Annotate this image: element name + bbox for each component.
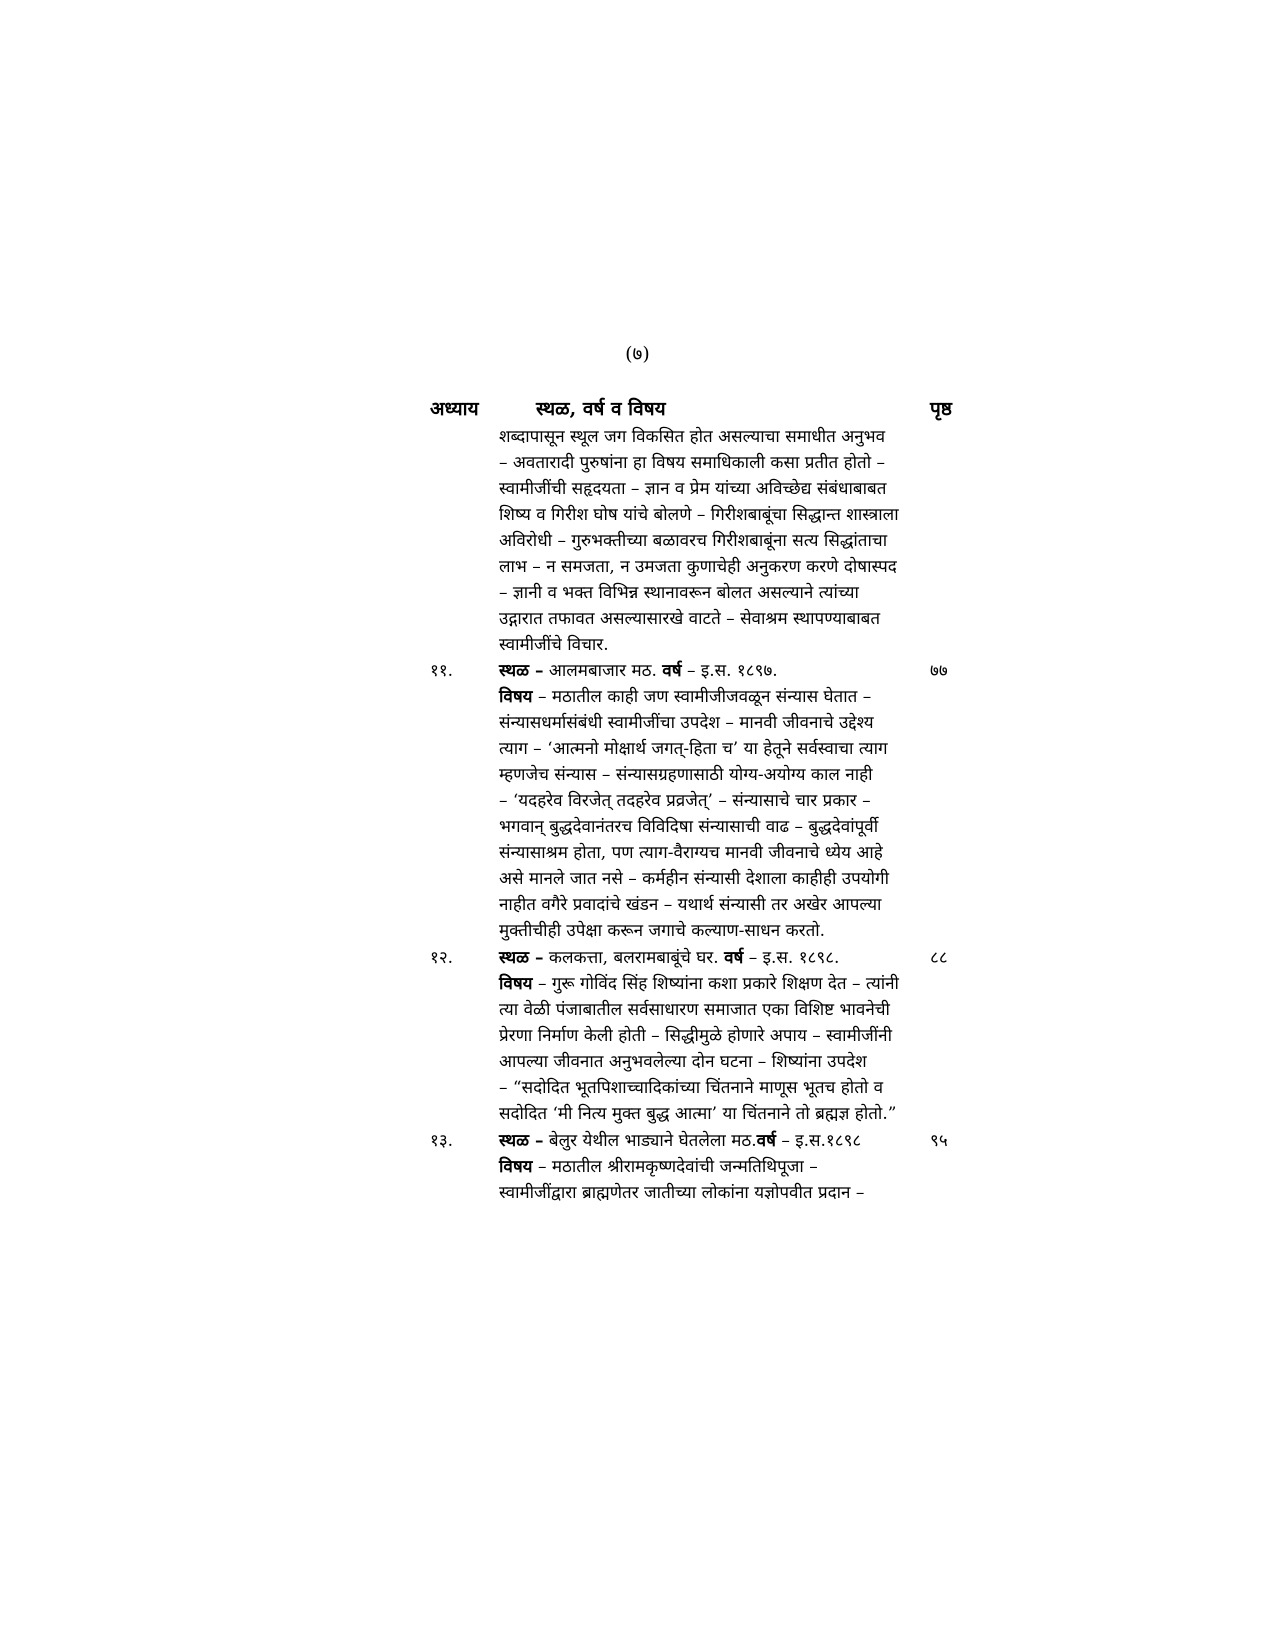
header-page: पृष्ठ (930, 398, 952, 420)
entry-page-number: ९५ (930, 1131, 948, 1151)
entry-subject-line (499, 971, 907, 997)
continued-line: उद्गारात तफावत असल्यासारखे वाटते – सेवाश्रम स्थापण्याबाबत (499, 609, 881, 629)
continued-line: – अवतारादी पुरुषांना हा विषय समाधिकाली कसा प्रतीत होतो – (499, 453, 886, 473)
year-label: वर्ष (724, 948, 744, 968)
place-text: आलमबाजार मठ. (543, 661, 663, 681)
subject-text: – मठातील श्रीरामकृष्णदेवांची जन्मतिथिपूजा – (532, 1157, 818, 1177)
subject-line: – ‘यदहरेव विरजेत् तदहरेव प्रव्रजेत्’ – संन्यासाचे चार प्रकार – (499, 791, 871, 811)
header-chapter: अध्याय (430, 398, 479, 420)
subject-line: मुक्तीचीही उपेक्षा करून जगाचे कल्याण-साधन करतो. (499, 921, 826, 941)
year-label: वर्ष (756, 1131, 776, 1151)
continued-line: स्वामीजींची सहृदयता – ज्ञान व प्रेम यांच्या अविच्छेद्य संबंधाबाबत (499, 479, 887, 499)
place-label: स्थळ – (499, 661, 544, 681)
toc-entry (499, 1128, 907, 1206)
subject-line: नाहीत वगैरे प्रवादांचे खंडन – यथार्थ संन्यासी तर अखेर आपल्या (499, 895, 882, 915)
entry-page-number: ७७ (930, 661, 948, 681)
year-label: वर्ष (662, 661, 682, 681)
subject-line: – “सदोदित भूतपिशाच्चादिकांच्या चिंतनाने माणूस भूतच होतो व (499, 1078, 884, 1098)
subject-line: भगवान् बुद्धदेवानंतरच विविदिषा संन्यासाची वाढ – बुद्धदेवांपूर्वी (499, 817, 879, 837)
entry-chapter-number: १२. (430, 948, 454, 968)
entry-subject-line (499, 1154, 907, 1180)
entry-place-year-line (499, 945, 907, 971)
header-subject: स्थळ, वर्ष व विषय (536, 398, 666, 420)
place-label: स्थळ – (499, 1131, 544, 1151)
place-text: बेलुर येथील भाड्याने घेतलेला मठ. (543, 1131, 757, 1151)
continued-block (499, 424, 907, 658)
entry-subject-line (499, 684, 907, 710)
page-number: (७) (625, 343, 650, 365)
year-text: – इ.स.१८९८ (775, 1131, 862, 1151)
continued-line: – ज्ञानी व भक्त विभिन्न स्थानावरून बोलत असल्याने त्यांच्या (499, 583, 859, 603)
subject-label: विषय (499, 1157, 533, 1177)
place-label: स्थळ – (499, 948, 544, 968)
continued-line: शिष्य व गिरीश घोष यांचे बोलणे – गिरीशबाबूंचा सिद्धान्त शास्त्राला (499, 505, 899, 525)
subject-label: विषय (499, 687, 533, 707)
year-text: – इ.स. १८९८. (743, 948, 840, 968)
subject-line: त्याग – ‘आत्मनो मोक्षार्थ जगत्-हिता च’ या हेतूने सर्वस्वाचा त्याग (499, 739, 888, 759)
year-text: – इ.स. १८९७. (681, 661, 778, 681)
subject-line: प्रेरणा निर्माण केली होती – सिद्धीमुळे होणारे अपाय – स्वामीजींनी (499, 1026, 893, 1046)
subject-line: म्हणजेच संन्यास – संन्यासग्रहणासाठी योग्य-अयोग्य काल नाही (499, 765, 873, 785)
toc-entry (499, 658, 907, 944)
subject-line: सदोदित ‘मी नित्य मुक्त बुद्ध आत्मा’ या चिंतनाने तो ब्रह्मज्ञ होतो.” (499, 1104, 897, 1124)
continued-line: अविरोधी – गुरुभक्तीच्या बळावरच गिरीशबाबूंना सत्य सिद्धांताचा (499, 531, 888, 551)
subject-text: – गुरू गोविंद सिंह शिष्यांना कशा प्रकारे शिक्षण देत – त्यांनी (532, 974, 899, 994)
continued-line: लाभ – न समजता, न उमजता कुणाचेही अनुकरण करणे दोषास्पद (499, 557, 897, 577)
subject-line: आपल्या जीवनात अनुभवलेल्या दोन घटना – शिष्यांना उपदेश (499, 1052, 867, 1072)
entry-place-year-line (499, 1128, 907, 1154)
subject-line: स्वामीजींद्वारा ब्राह्मणेतर जातीच्या लोकांना यज्ञोपवीत प्रदान – (499, 1183, 865, 1203)
subject-line: संन्यासधर्मासंबंधी स्वामीजींचा उपदेश – मानवी जीवनाचे उद्देश्य (499, 713, 874, 733)
entry-chapter-number: १३. (430, 1131, 454, 1151)
subject-line: त्या वेळी पंजाबातील सर्वसाधारण समाजात एका विशिष्ट भावनेची (499, 1000, 890, 1020)
entry-place-year-line (499, 658, 907, 684)
subject-line: संन्यासाश्रम होता, पण त्याग-वैराग्यच मानवी जीवनाचे ध्येय आहे (499, 843, 883, 863)
continued-line: शब्दापासून स्थूल जग विकसित होत असल्याचा समाधीत अनुभव (499, 427, 886, 447)
continued-line: स्वामीजींचे विचार. (499, 635, 609, 655)
subject-label: विषय (499, 974, 533, 994)
subject-text: – मठातील काही जण स्वामीजीजवळून संन्यास घेतात – (532, 687, 872, 707)
toc-entry (499, 945, 907, 1127)
subject-line: असे मानले जात नसे – कर्महीन संन्यासी देशाला काहीही उपयोगी (499, 869, 889, 889)
entry-chapter-number: ११. (430, 661, 454, 681)
entry-page-number: ८८ (930, 948, 948, 968)
place-text: कलकत्ता, बलरामबाबूंचे घर. (543, 948, 725, 968)
